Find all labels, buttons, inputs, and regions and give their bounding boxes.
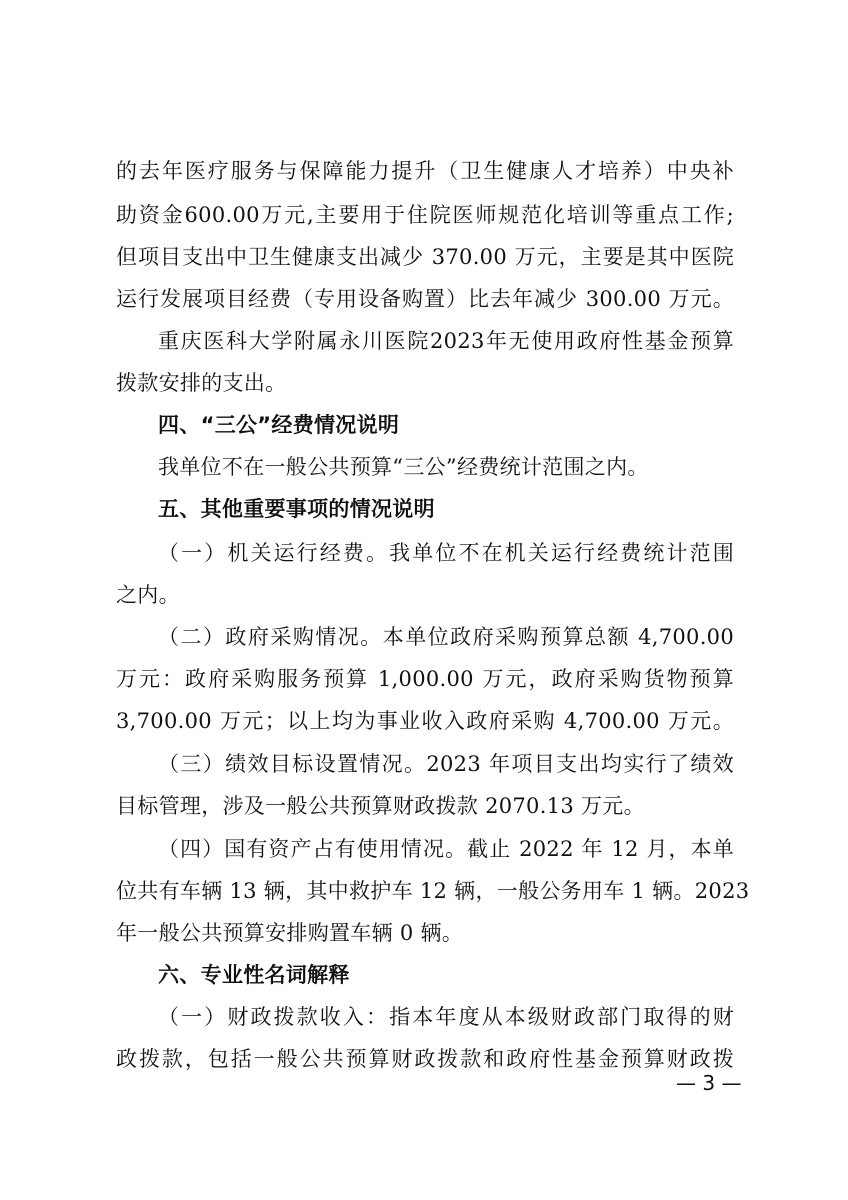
section-heading-five: 五、其他重要事项的情况说明 xyxy=(158,497,435,521)
paragraph-line: 助资金600.00万元,主要用于住院医师规范化培训等重点工作; xyxy=(116,203,734,227)
paragraph-line: 重庆医科大学附属永川医院2023年无使用政府性基金预算 xyxy=(158,329,734,353)
paragraph-line: 之内。 xyxy=(116,583,180,607)
paragraph-line: 政拨款，包括一般公共预算财政拨款和政府性基金预算财政拨 xyxy=(116,1047,734,1071)
paragraph-line: （四）国有资产占有使用情况。截止 2022 年 12 月，本单 xyxy=(158,837,734,861)
paragraph-line: 我单位不在一般公共预算“三公”经费统计范围之内。 xyxy=(158,455,649,479)
paragraph-line: 位共有车辆 13 辆，其中救护车 12 辆，一般公务用车 1 辆。2023 xyxy=(116,879,750,903)
section-heading-four: 四、“三公”经费情况说明 xyxy=(158,413,400,437)
paragraph-line: （一）机关运行经费。我单位不在机关运行经费统计范围 xyxy=(158,541,734,565)
paragraph-line: 目标管理，涉及一般公共预算财政拨款 2070.13 万元。 xyxy=(116,794,645,818)
paragraph-line: （二）政府采购情况。本单位政府采购预算总额 4,700.00 xyxy=(158,625,734,649)
paragraph-line: 拨款安排的支出。 xyxy=(116,371,287,395)
paragraph-line: 运行发展项目经费（专用设备购置）比去年减少 300.00 万元。 xyxy=(116,287,734,311)
paragraph-line: 的去年医疗服务与保障能力提升（卫生健康人才培养）中央补 xyxy=(116,159,734,183)
paragraph-line: 但项目支出中卫生健康支出减少 370.00 万元，主要是其中医院 xyxy=(116,245,734,269)
section-heading-six: 六、专业性名词解释 xyxy=(158,963,350,987)
paragraph-line: （一）财政拨款收入：指本年度从本级财政部门取得的财 xyxy=(158,1005,734,1029)
paragraph-line: （三）绩效目标设置情况。2023 年项目支出均实行了绩效 xyxy=(158,752,734,776)
page-number: — 3 — xyxy=(676,1071,742,1095)
paragraph-line: 年一般公共预算安排购置车辆 0 辆。 xyxy=(116,921,464,945)
paragraph-line: 3,700.00 万元；以上均为事业收入政府采购 4,700.00 万元。 xyxy=(116,709,734,733)
paragraph-line: 万元：政府采购服务预算 1,000.00 万元，政府采购货物预算 xyxy=(116,667,734,691)
